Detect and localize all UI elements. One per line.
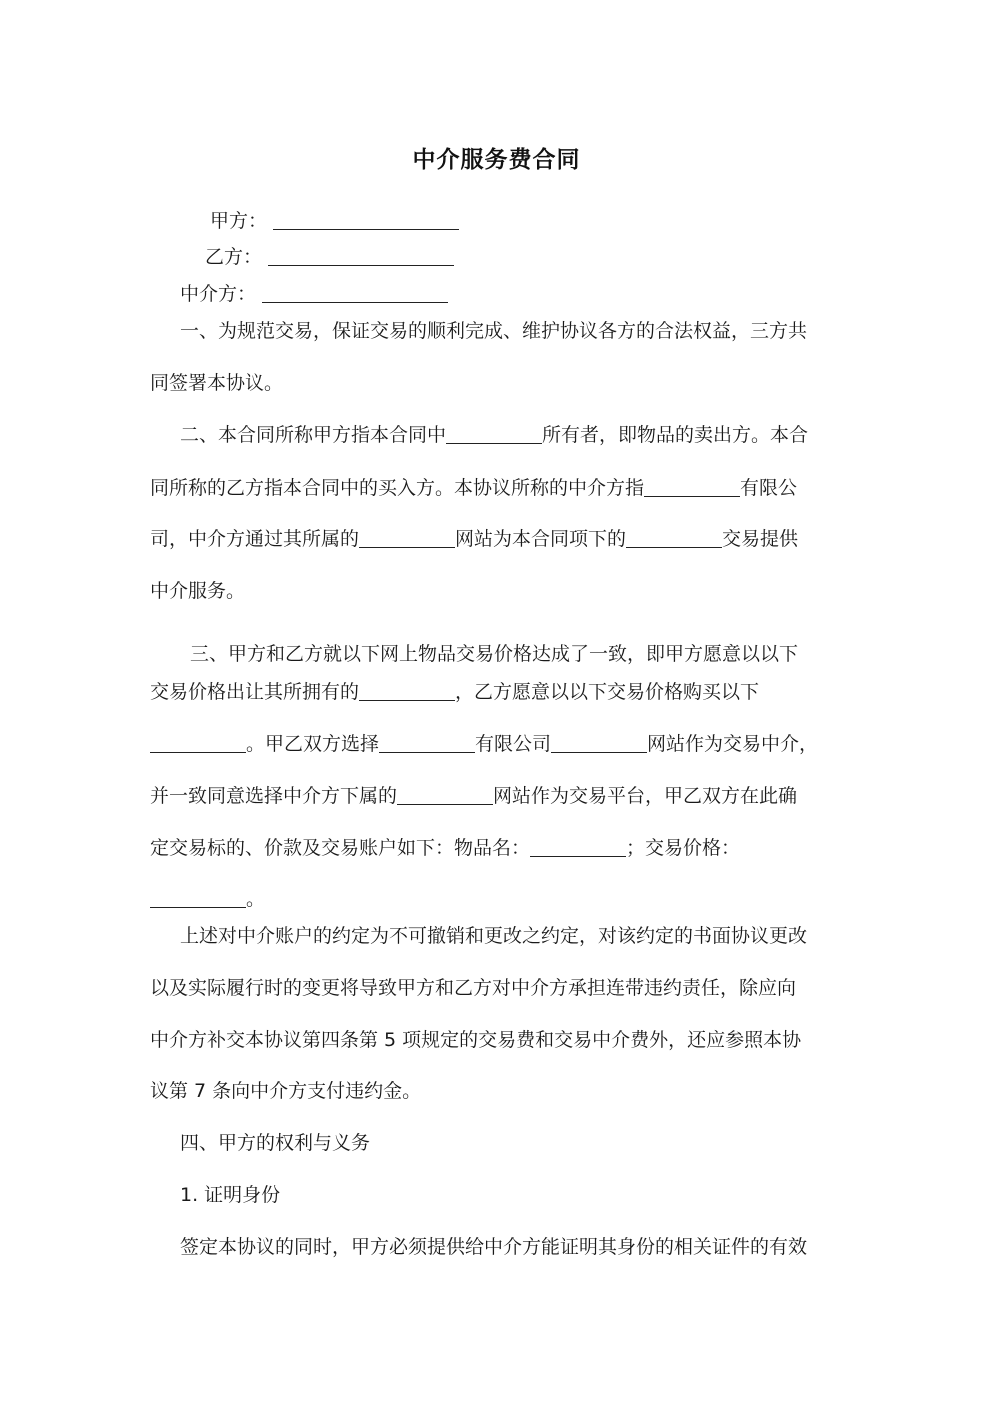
blank-field[interactable] xyxy=(626,527,722,548)
text-segment: ，乙方愿意以以下交易价格购买以下 xyxy=(455,681,760,703)
text-segment: 交易提供 xyxy=(722,528,799,550)
text-segment: 交易价格出让其所拥有的 xyxy=(150,681,360,703)
clause-2-line-1 xyxy=(180,422,808,448)
blank-field[interactable] xyxy=(397,784,493,805)
party-a-field[interactable] xyxy=(273,209,459,230)
party-c-label: 中介方： xyxy=(180,283,257,305)
clause-3-note-line-2: 以及实际履行时的变更将导致甲方和乙方对中介方承担连带违约责任，除应向 xyxy=(150,977,797,999)
section-4-item-1: 1. 证明身份 xyxy=(180,1184,281,1206)
party-c-field[interactable] xyxy=(262,282,448,303)
text-segment: 网站作为交易平台，甲乙双方在此确 xyxy=(493,785,798,807)
text-segment: 有限公 xyxy=(740,477,798,499)
clause-3-line-6 xyxy=(150,886,265,912)
blank-field[interactable] xyxy=(644,476,740,497)
section-4-heading: 四、甲方的权利与义务 xyxy=(180,1132,371,1154)
document-title: 中介服务费合同 xyxy=(412,147,581,173)
blank-field[interactable] xyxy=(150,887,246,908)
text-segment: 有限公司 xyxy=(475,733,552,755)
text-segment: 。甲乙双方选择 xyxy=(246,733,380,755)
clause-2-line-2 xyxy=(150,475,797,501)
party-b-label: 乙方： xyxy=(205,246,263,268)
blank-field[interactable] xyxy=(530,836,626,857)
text-segment: 并一致同意选择中介方下属的 xyxy=(150,785,398,807)
text-segment: 。 xyxy=(246,888,266,910)
clause-2-line-3 xyxy=(150,526,798,552)
section-4-text-line-1: 签定本协议的同时，甲方必须提供给中介方能证明其身份的相关证件的有效 xyxy=(180,1236,808,1258)
clause-3-line-3 xyxy=(150,731,818,757)
clause-2-line-4: 中介服务。 xyxy=(150,580,246,602)
blank-field[interactable] xyxy=(551,732,647,753)
clause-3-note-line-4: 议第 7 条向中介方支付违约金。 xyxy=(150,1080,422,1102)
text-segment: 同所称的乙方指本合同中的买入方。本协议所称的中介方指 xyxy=(150,477,645,499)
text-segment: 定交易标的、价款及交易账户如下：物品名： xyxy=(150,837,531,859)
party-a-label: 甲方： xyxy=(210,210,268,232)
clause-3-line-1: 三、甲方和乙方就以下网上物品交易价格达成了一致，即甲方愿意以以下 xyxy=(190,643,799,665)
clause-3-note-line-3: 中介方补交本协议第四条第 5 项规定的交易费和交易中介费外，还应参照本协 xyxy=(150,1029,802,1051)
blank-field[interactable] xyxy=(446,423,542,444)
clause-3-note-line-1: 上述对中介账户的约定为不可撤销和更改之约定，对该约定的书面协议更改 xyxy=(180,925,808,947)
text-segment: 二、本合同所称甲方指本合同中 xyxy=(180,424,447,446)
text-segment: 司，中介方通过其所属的 xyxy=(150,528,360,550)
clause-3-line-4 xyxy=(150,783,797,809)
party-b-row xyxy=(205,244,454,270)
party-b-field[interactable] xyxy=(268,245,454,266)
clause-1-line-2: 同签署本协议。 xyxy=(150,372,284,394)
clause-1-line-1: 一、为规范交易，保证交易的顺利完成、维护协议各方的合法权益，三方共 xyxy=(180,320,808,342)
blank-field[interactable] xyxy=(150,732,246,753)
text-segment: 网站为本合同项下的 xyxy=(455,528,627,550)
text-segment: 网站作为交易中介， xyxy=(647,733,819,755)
text-segment: ；交易价格： xyxy=(626,837,741,859)
blank-field[interactable] xyxy=(359,527,455,548)
blank-field[interactable] xyxy=(379,732,475,753)
clause-3-line-5 xyxy=(150,835,740,861)
clause-3-line-2 xyxy=(150,679,759,705)
party-c-row xyxy=(180,281,448,307)
text-segment: 所有者，即物品的卖出方。本合 xyxy=(542,424,809,446)
party-a-row xyxy=(210,208,459,234)
blank-field[interactable] xyxy=(359,680,455,701)
